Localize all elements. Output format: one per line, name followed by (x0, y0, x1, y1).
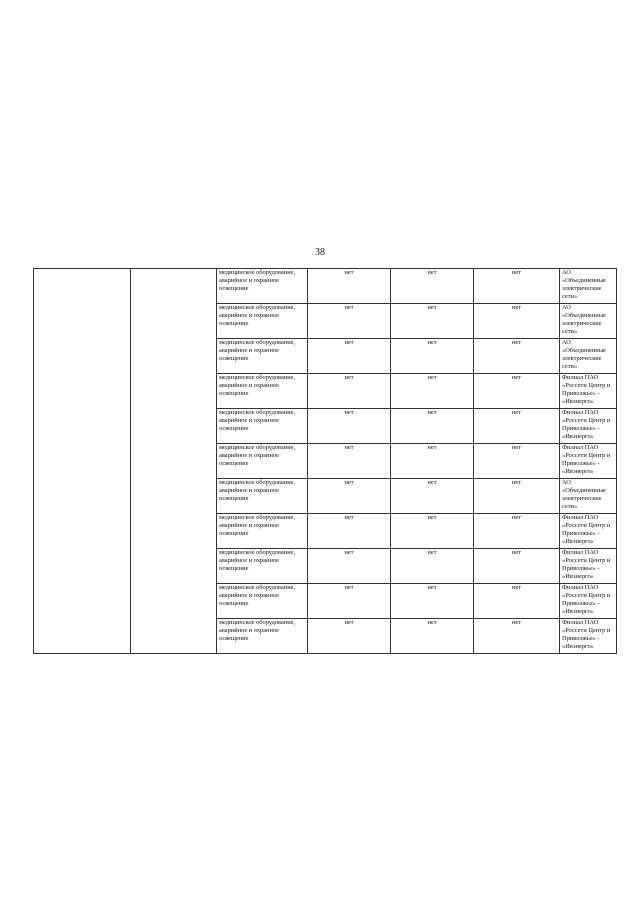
organization-line: «Ивэнерго» (562, 608, 594, 615)
value-cell-col4: нет (308, 304, 391, 339)
organization-line: АО (562, 269, 571, 276)
organization-line: «Объединенные (562, 312, 606, 319)
table-row (34, 269, 617, 304)
page-number: 38 (315, 247, 325, 258)
organization-line: «Ивэнерго» (562, 468, 594, 475)
organization-line: «Объединенные (562, 487, 606, 494)
organization-cell (560, 549, 617, 584)
organization-line: Филиал ПАО (562, 584, 599, 591)
description-cell: медицинское оборудование, аварийное и охранное освещение (217, 304, 308, 339)
organization-line: «Ивэнерго» (562, 573, 594, 580)
value-cell-col4: нет (308, 479, 391, 514)
description-cell: медицинское оборудование, аварийное и охранное освещение (217, 269, 308, 304)
organization-cell (560, 304, 617, 339)
value-cell-col6: нет (474, 304, 560, 339)
organization-line: Приволжье» - (562, 600, 600, 607)
organization-line: «Россети Центр и (562, 522, 611, 529)
organization-line: АО (562, 339, 571, 346)
merged-cell-col2 (131, 269, 217, 654)
organization-cell (560, 409, 617, 444)
organization-line: Филиал ПАО (562, 549, 599, 556)
organization-line: Филиал ПАО (562, 444, 599, 451)
value-cell-col6: нет (474, 269, 560, 304)
value-cell-col5: нет (391, 374, 474, 409)
value-cell-col6: нет (474, 339, 560, 374)
value-cell-col4: нет (308, 269, 391, 304)
organization-line: «Ивэнерго» (562, 643, 594, 650)
value-cell-col5: нет (391, 619, 474, 654)
organization-line: «Россети Центр и (562, 592, 611, 599)
organization-line: Филиал ПАО (562, 514, 599, 521)
organization-cell (560, 479, 617, 514)
organization-line: «Россети Центр и (562, 452, 611, 459)
organization-line: Приволжье» - (562, 530, 600, 537)
organization-line: Приволжье» - (562, 635, 600, 642)
organization-cell (560, 514, 617, 549)
organization-line: Филиал ПАО (562, 374, 599, 381)
organization-cell (560, 269, 617, 304)
description-cell: медицинское оборудование, аварийное и охранное освещение (217, 444, 308, 479)
value-cell-col6: нет (474, 549, 560, 584)
value-cell-col4: нет (308, 514, 391, 549)
organization-line: электрические (562, 355, 602, 362)
organization-line: АО (562, 304, 571, 311)
organization-cell (560, 619, 617, 654)
data-table (33, 268, 617, 654)
organization-line: Приволжье» - (562, 425, 600, 432)
value-cell-col4: нет (308, 619, 391, 654)
organization-cell (560, 444, 617, 479)
organization-line: Приволжье» - (562, 565, 600, 572)
description-cell: медицинское оборудование, аварийное и охранное освещение (217, 584, 308, 619)
organization-line: «Ивэнерго» (562, 538, 594, 545)
value-cell-col6: нет (474, 444, 560, 479)
organization-line: «Ивэнерго» (562, 398, 594, 405)
description-cell: медицинское оборудование, аварийное и охранное освещение (217, 549, 308, 584)
value-cell-col5: нет (391, 549, 474, 584)
organization-line: сети» (562, 328, 578, 335)
value-cell-col5: нет (391, 584, 474, 619)
organization-line: «Ивэнерго» (562, 433, 594, 440)
organization-line: электрические (562, 495, 602, 502)
value-cell-col5: нет (391, 339, 474, 374)
value-cell-col5: нет (391, 514, 474, 549)
value-cell-col6: нет (474, 479, 560, 514)
organization-line: Филиал ПАО (562, 409, 599, 416)
organization-cell (560, 339, 617, 374)
organization-line: «Россети Центр и (562, 627, 611, 634)
value-cell-col6: нет (474, 584, 560, 619)
value-cell-col5: нет (391, 479, 474, 514)
description-cell: медицинское оборудование, аварийное и охранное освещение (217, 514, 308, 549)
value-cell-col5: нет (391, 269, 474, 304)
value-cell-col4: нет (308, 549, 391, 584)
organization-cell (560, 584, 617, 619)
value-cell-col5: нет (391, 304, 474, 339)
description-cell: медицинское оборудование, аварийное и охранное освещение (217, 479, 308, 514)
organization-line: «Объединенные (562, 277, 606, 284)
organization-line: Приволжье» - (562, 460, 600, 467)
organization-line: Филиал ПАО (562, 619, 599, 626)
value-cell-col4: нет (308, 409, 391, 444)
value-cell-col6: нет (474, 409, 560, 444)
value-cell-col4: нет (308, 584, 391, 619)
organization-cell (560, 374, 617, 409)
organization-line: Приволжье» - (562, 390, 600, 397)
value-cell-col4: нет (308, 374, 391, 409)
value-cell-col6: нет (474, 619, 560, 654)
organization-line: АО (562, 479, 571, 486)
value-cell-col4: нет (308, 339, 391, 374)
organization-line: сети» (562, 503, 578, 510)
organization-line: «Россети Центр и (562, 417, 611, 424)
value-cell-col4: нет (308, 444, 391, 479)
description-cell: медицинское оборудование, аварийное и охранное освещение (217, 409, 308, 444)
table-body (34, 269, 617, 654)
merged-cell-col1 (34, 269, 131, 654)
value-cell-col6: нет (474, 514, 560, 549)
organization-line: «Россети Центр и (562, 382, 611, 389)
value-cell-col5: нет (391, 444, 474, 479)
organization-line: «Россети Центр и (562, 557, 611, 564)
organization-line: сети» (562, 293, 578, 300)
description-cell: медицинское оборудование, аварийное и охранное освещение (217, 374, 308, 409)
organization-line: «Объединенные (562, 347, 606, 354)
organization-line: сети» (562, 363, 578, 370)
organization-line: электрические (562, 285, 602, 292)
value-cell-col6: нет (474, 374, 560, 409)
value-cell-col5: нет (391, 409, 474, 444)
description-cell: медицинское оборудование, аварийное и охранное освещение (217, 619, 308, 654)
organization-line: электрические (562, 320, 602, 327)
description-cell: медицинское оборудование, аварийное и охранное освещение (217, 339, 308, 374)
